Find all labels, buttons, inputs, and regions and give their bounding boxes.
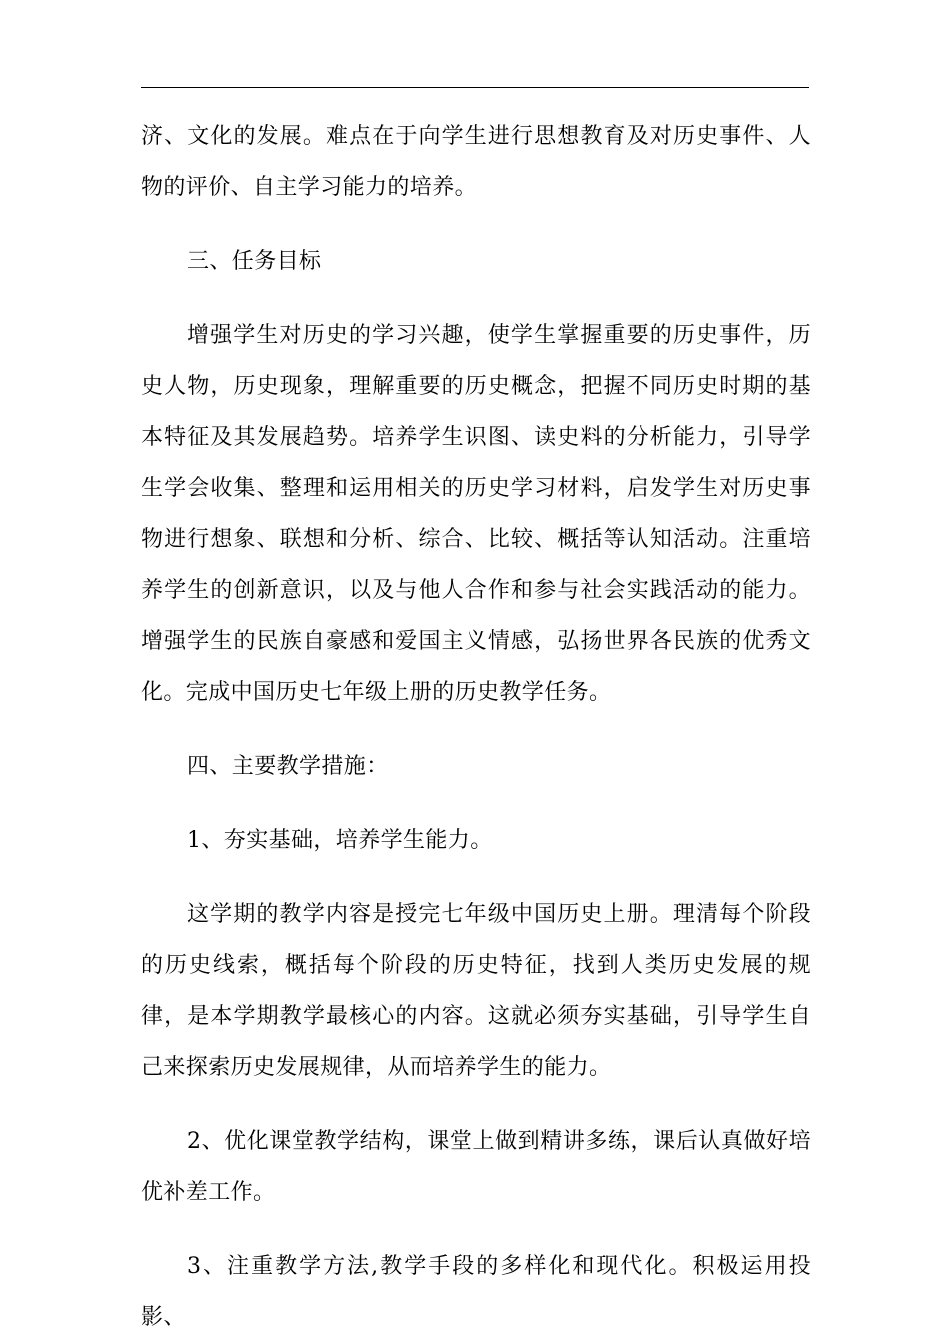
measure-item-3: 3、注重教学方法,教学手段的多样化和现代化。积极运用投影、: [141, 1254, 811, 1330]
measure-item-2: 2、优化课堂教学结构，课堂上做到精讲多练，课后认真做好培优补差工作。: [141, 1129, 811, 1205]
section-heading-task-goals: 三、任务目标: [187, 249, 322, 274]
paragraph-measure-1: 这学期的教学内容是授完七年级中国历史上册。理清每个阶段的历史线索，概括每个阶段的历史特征，找到人类历史发展的规律，是本学期教学最核心的内容。这就必须夯实基础，引导学生自己来探索历史发展规律，从而培养学生的能力。: [141, 902, 811, 1080]
measure-item-1-heading: 1、夯实基础，培养学生能力。: [187, 828, 493, 853]
paragraph-task-goals: 增强学生对历史的学习兴趣，使学生掌握重要的历史事件，历史人物，历史现象，理解重要的历史概念，把握不同历史时期的基本特征及其发展趋势。培养学生识图、读史料的分析能力，引导学生学会收集、整理和运用相关的历史学习材料，启发学生对历史事物进行想象、联想和分析、综合、比较、概括等认知活动。注重培养学生的创新意识，以及与他人合作和参与社会实践活动的能力。增强学生的民族自豪感和爱国主义情感，弘扬世界各民族的优秀文化。完成中国历史七年级上册的历史教学任务。: [141, 323, 811, 705]
section-heading-teaching-measures: 四、主要教学措施：: [187, 754, 389, 779]
header-rule: [141, 87, 809, 88]
document-body: [141, 111, 811, 1343]
paragraph-continuation: 济、文化的发展。难点在于向学生进行思想教育及对历史事件、人物的评价、自主学习能力的培养。: [141, 124, 811, 200]
